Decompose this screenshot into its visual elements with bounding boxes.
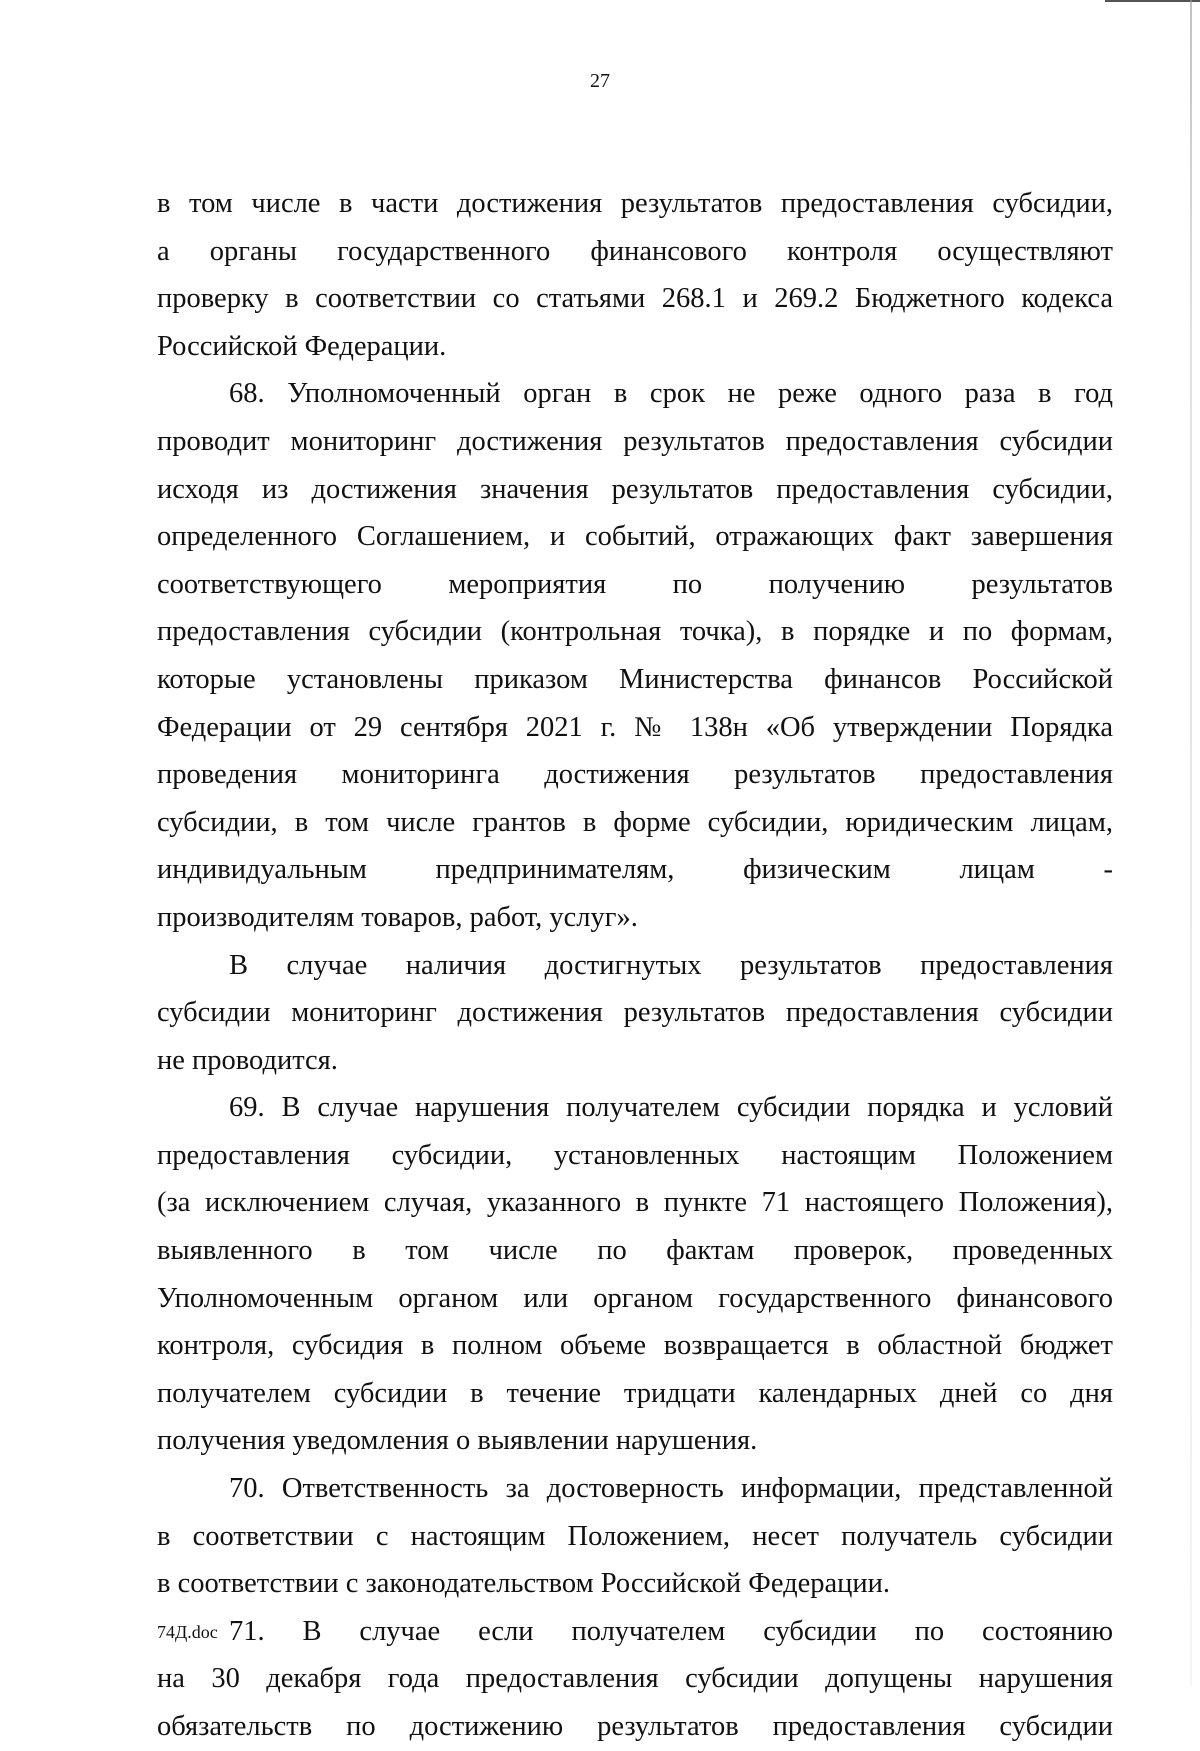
text-line: предоставления субсидии (контрольная точка), в порядке и по формам, [157, 616, 1113, 648]
text-line: которые установлены приказом Министерства финансов Российской [157, 663, 1113, 695]
paragraph [157, 942, 1113, 1085]
text-line: контроля, субсидия в полном объеме возвращается в областной бюджет [157, 1330, 1113, 1362]
text-line: проводит мониторинг достижения результатов предоставления субсидии [157, 425, 1113, 457]
text-line: в том числе в части достижения результатов предоставления субсидии, [157, 188, 1113, 219]
paragraph [157, 370, 1113, 941]
text-line: проведения мониторинга достижения результатов предоставления [157, 759, 1113, 791]
text-line: на 30 декабря года предоставления субсидии допущены нарушения [157, 1663, 1113, 1695]
paragraph [157, 1608, 1113, 1751]
text-line: исходя из достижения значения результатов предоставления субсидии, [157, 473, 1113, 505]
scan-edge-right [1190, 0, 1192, 1686]
text-line: 69. В случае нарушения получателем субсидии порядка и условий [229, 1092, 1113, 1124]
file-name-footer: 74Д.doc [157, 1622, 218, 1642]
paragraph [157, 1084, 1113, 1465]
page-number: 27 [590, 70, 610, 92]
paragraph [157, 1465, 1113, 1608]
text-line: индивидуальным предпринимателям, физическим лицам - [157, 854, 1113, 886]
text-line: 71. В случае если получателем субсидии по состоянию [229, 1615, 1113, 1647]
text-line: (за исключением случая, указанного в пункте 71 настоящего Положения), [157, 1187, 1113, 1219]
text-line: предоставления субсидии, установленных настоящим Положением [157, 1139, 1113, 1171]
text-line: Уполномоченным органом или органом государственного финансового [157, 1282, 1113, 1314]
document-body [157, 180, 1113, 1751]
text-line: проверку в соответствии со статьями 268.1 и 269.2 Бюджетного кодекса [157, 283, 1113, 315]
text-line: В случае наличия достигнутых результатов предоставления [229, 949, 1113, 981]
text-line: а органы государственного финансового контроля осуществляют [157, 235, 1113, 267]
text-line: 68. Уполномоченный орган в срок не реже одного раза в год [229, 378, 1113, 410]
text-line: производителям товаров, работ, услуг». [157, 901, 638, 933]
text-line: субсидии, в том числе грантов в форме субсидии, юридическим лицам, [157, 806, 1113, 838]
text-line: получателем субсидии в течение тридцати календарных дней со дня [157, 1377, 1113, 1409]
text-line: выявленного в том числе по фактам проверок, проведенных [157, 1235, 1113, 1267]
text-line: обязательств по достижению результатов предоставления субсидии [157, 1711, 1113, 1742]
text-line: 70. Ответственность за достоверность информации, представленной [229, 1473, 1113, 1505]
text-line: определенного Соглашением, и событий, отражающих факт завершения [157, 521, 1113, 553]
text-line: соответствующего мероприятия по получению результатов [157, 568, 1113, 600]
text-line: Российской Федерации. [157, 330, 447, 362]
scan-edge-top [1105, 0, 1200, 2]
text-line: в соответствии с настоящим Положением, несет получатель субсидии [157, 1520, 1113, 1552]
text-line: Федерации от 29 сентября 2021 г. № 138н «Об утверждении Порядка [157, 711, 1113, 743]
paragraph [157, 180, 1113, 370]
text-line: не проводится. [157, 1044, 338, 1076]
text-line: в соответствии с законодательством Российской Федерации. [157, 1568, 891, 1600]
text-line: получения уведомления о выявлении нарушения. [157, 1425, 758, 1457]
text-line: субсидии мониторинг достижения результатов предоставления субсидии [157, 997, 1113, 1029]
